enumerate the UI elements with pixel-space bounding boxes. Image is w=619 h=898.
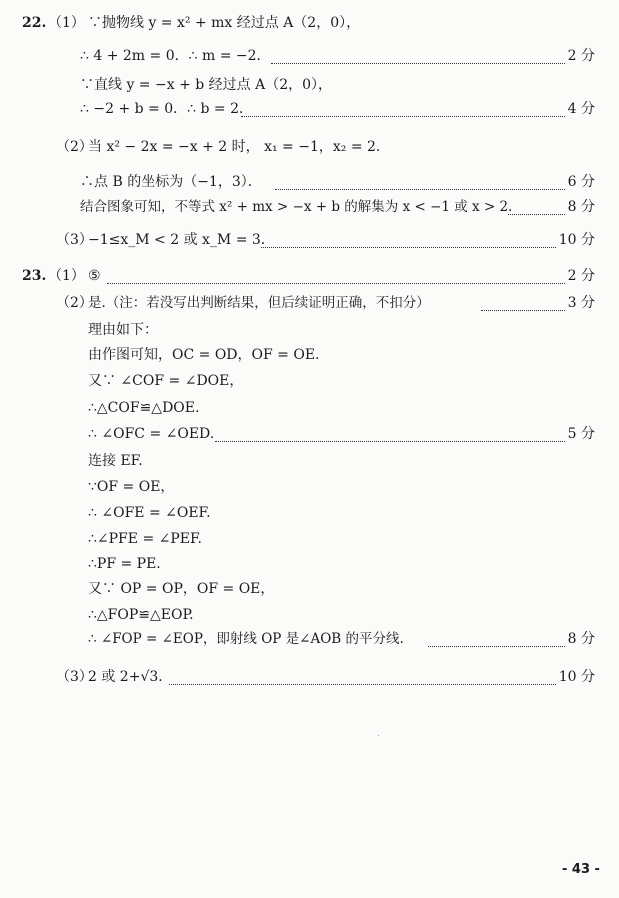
q23-proof-line12 <box>0 628 619 650</box>
q22-number: 22. <box>22 15 47 31</box>
q23-part1-line <box>0 265 619 287</box>
q23-proof-step10: 又∵ OP = OP，OF = OE， <box>88 581 275 597</box>
score-10: 10 分 <box>558 232 595 248</box>
q22-part2-label: （2） <box>56 139 93 155</box>
q23-proof-line9 <box>0 553 619 575</box>
q23-proof-step6: ∵OF = OE， <box>88 479 175 495</box>
q23-proof-step8: ∴∠PFE = ∠PEF. <box>88 531 202 547</box>
score-8: 8 分 <box>567 199 595 215</box>
q22-part2-step3: 结合图象可知，不等式 x² + mx > −x + b 的解集为 x < −1 或 x > 2． <box>80 199 522 215</box>
score-leader <box>238 98 595 120</box>
q23-proof-step9: ∴PF = PE. <box>88 556 161 572</box>
score-leader <box>505 196 595 218</box>
q23-proof-line3 <box>0 397 619 419</box>
q23-proof-step7: ∴ ∠OFE = ∠OEF. <box>88 505 211 521</box>
q23-number: 23. <box>22 268 47 284</box>
score-6: 6 分 <box>567 174 595 190</box>
q23-proof-line1 <box>0 344 619 366</box>
q23-reason-line <box>0 319 619 341</box>
q23-proof-step11: ∴△FOP≌△EOP. <box>88 607 194 623</box>
q22-part1-label: （1） <box>48 15 85 31</box>
q23-proof-step4: ∴ ∠OFC = ∠OED. <box>88 426 215 442</box>
q23-part2-label: （2） <box>56 295 93 311</box>
score-8: 8 分 <box>567 631 595 647</box>
q23-proof-line5 <box>0 450 619 472</box>
q22-part1-text: ∵抛物线 y = x² + mx 经过点 A（2，0）， <box>88 15 361 31</box>
q23-proof-line10 <box>0 578 619 600</box>
q22-part2-line3 <box>0 196 619 218</box>
q22-part1-line3 <box>0 74 619 96</box>
q22-part1-step3: ∵直线 y = −x + b 经过点 A（2，0）， <box>80 77 333 93</box>
page-number: - 43 - <box>562 862 600 877</box>
q23-proof-step1: 由作图可知，OC = OD，OF = OE. <box>88 347 320 363</box>
scan-speck <box>378 735 379 736</box>
q22-part1-step2: ∴ 4 + 2m = 0．∴ m = −2． <box>80 48 271 64</box>
q23-part2-note: 是.（注：若没写出判断结果，但后续证明正确，不扣分） <box>88 295 430 311</box>
score-2: 2 分 <box>567 48 595 64</box>
q23-part3-line <box>0 666 619 688</box>
q23-proof-line2 <box>0 370 619 392</box>
q23-proof-step12: ∴ ∠FOP = ∠EOP，即射线 OP 是∠AOB 的平分线. <box>88 631 404 647</box>
q22-part3-text: −1≤x_M < 2 或 x_M = 3． <box>88 232 275 248</box>
score-10: 10 分 <box>558 669 595 685</box>
q23-proof-line7 <box>0 502 619 524</box>
score-leader <box>212 423 595 445</box>
score-3: 3 分 <box>567 295 595 311</box>
q23-part3-label: （3） <box>56 669 93 685</box>
score-leader <box>104 265 595 287</box>
score-2: 2 分 <box>567 268 595 284</box>
q23-proof-line6 <box>0 476 619 498</box>
q23-part2-line1 <box>0 292 619 314</box>
q23-proof-step5: 连接 EF. <box>88 453 143 469</box>
q23-proof-step3: ∴△COF≌△DOE. <box>88 400 200 416</box>
q23-proof-line8 <box>0 528 619 550</box>
q23-part1-label: （1） <box>48 268 85 284</box>
q22-part2-line1 <box>0 136 619 158</box>
score-leader <box>478 292 595 314</box>
q23-part3-answer: 2 或 2+√3． <box>88 669 173 685</box>
q22-part2-text: 当 x² − 2x = −x + 2 时， x₁ = −1，x₂ = 2． <box>88 139 390 155</box>
q22-part1-line4 <box>0 98 619 120</box>
q22-part2-line2 <box>0 171 619 193</box>
q22-part3-label: （3） <box>56 232 93 248</box>
score-leader <box>425 628 595 650</box>
q23-part1-answer: ⑤ <box>88 268 101 284</box>
q22-part1-line2 <box>0 45 619 67</box>
score-leader <box>268 45 595 67</box>
score-5: 5 分 <box>567 426 595 442</box>
q23-reason: 理由如下： <box>88 322 158 338</box>
q22-part3-line1 <box>0 229 619 251</box>
q22-part1-line1 <box>0 12 619 34</box>
q22-part1-step4: ∴ −2 + b = 0．∴ b = 2． <box>80 101 253 117</box>
q22-part2-step2: ∴点 B 的坐标为（−1，3）． <box>80 174 262 190</box>
q23-proof-line4 <box>0 423 619 445</box>
score-leader <box>272 171 595 193</box>
score-leader <box>166 666 595 688</box>
q23-proof-step2: 又∵ ∠COF = ∠DOE， <box>88 373 244 389</box>
score-4: 4 分 <box>567 101 595 117</box>
q23-proof-line11 <box>0 604 619 626</box>
score-leader <box>258 229 595 251</box>
